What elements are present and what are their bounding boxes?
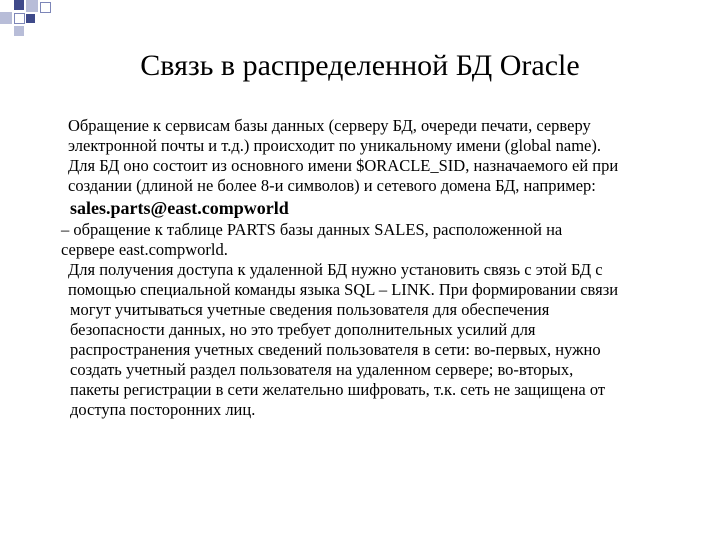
deco-square-light-top xyxy=(26,0,38,12)
body-line: – обращение к таблице PARTS базы данных SALES, расположенной на xyxy=(61,220,563,239)
body-line: Обращение к сервисам базы данных (серверу БД, очереди печати, серверу xyxy=(68,116,591,135)
global-name-example: sales.parts@east.compworld xyxy=(70,198,289,218)
deco-square-outline-mid xyxy=(14,13,25,24)
body-line: помощью специальной команды языка SQL – LINK. При формировании связи xyxy=(68,280,619,299)
deco-square-dark-top xyxy=(14,0,24,10)
slide-body xyxy=(61,116,688,420)
body-line: Для БД оно состоит из основного имени $ORACLE_SID, назначаемого ей при xyxy=(68,156,619,175)
body-line: распространения учетных сведений пользователя в сети: во-первых, нужно xyxy=(70,340,601,359)
body-line: сервере east.compworld. xyxy=(61,240,228,259)
body-line: создать учетный раздел пользователя на удаленном сервере; во-вторых, xyxy=(70,360,574,379)
body-line: доступа посторонних лиц. xyxy=(70,400,256,419)
body-line: создании (длиной не более 8-и символов) и сетевого домена БД, например: xyxy=(68,176,596,195)
deco-square-outline-top xyxy=(40,2,51,13)
deco-square-dark-mid xyxy=(26,14,35,23)
body-line: могут учитываться учетные сведения пользователя для обеспечения xyxy=(70,300,550,319)
slide-title: Связь в распределенной БД Oracle xyxy=(140,49,580,82)
deco-square-light-bottom xyxy=(14,26,24,36)
deco-square-light-left xyxy=(0,12,12,24)
body-line: пакеты регистрации в сети желательно шифровать, т.к. сеть не защищена от xyxy=(70,380,606,399)
corner-decoration xyxy=(0,0,60,40)
body-line: безопасности данных, но это требует дополнительных усилий для xyxy=(70,320,536,339)
body-line: Для получения доступа к удаленной БД нужно установить связь с этой БД с xyxy=(68,260,603,279)
body-line: электронной почты и т.д.) происходит по уникальному имени (global name). xyxy=(68,136,601,155)
